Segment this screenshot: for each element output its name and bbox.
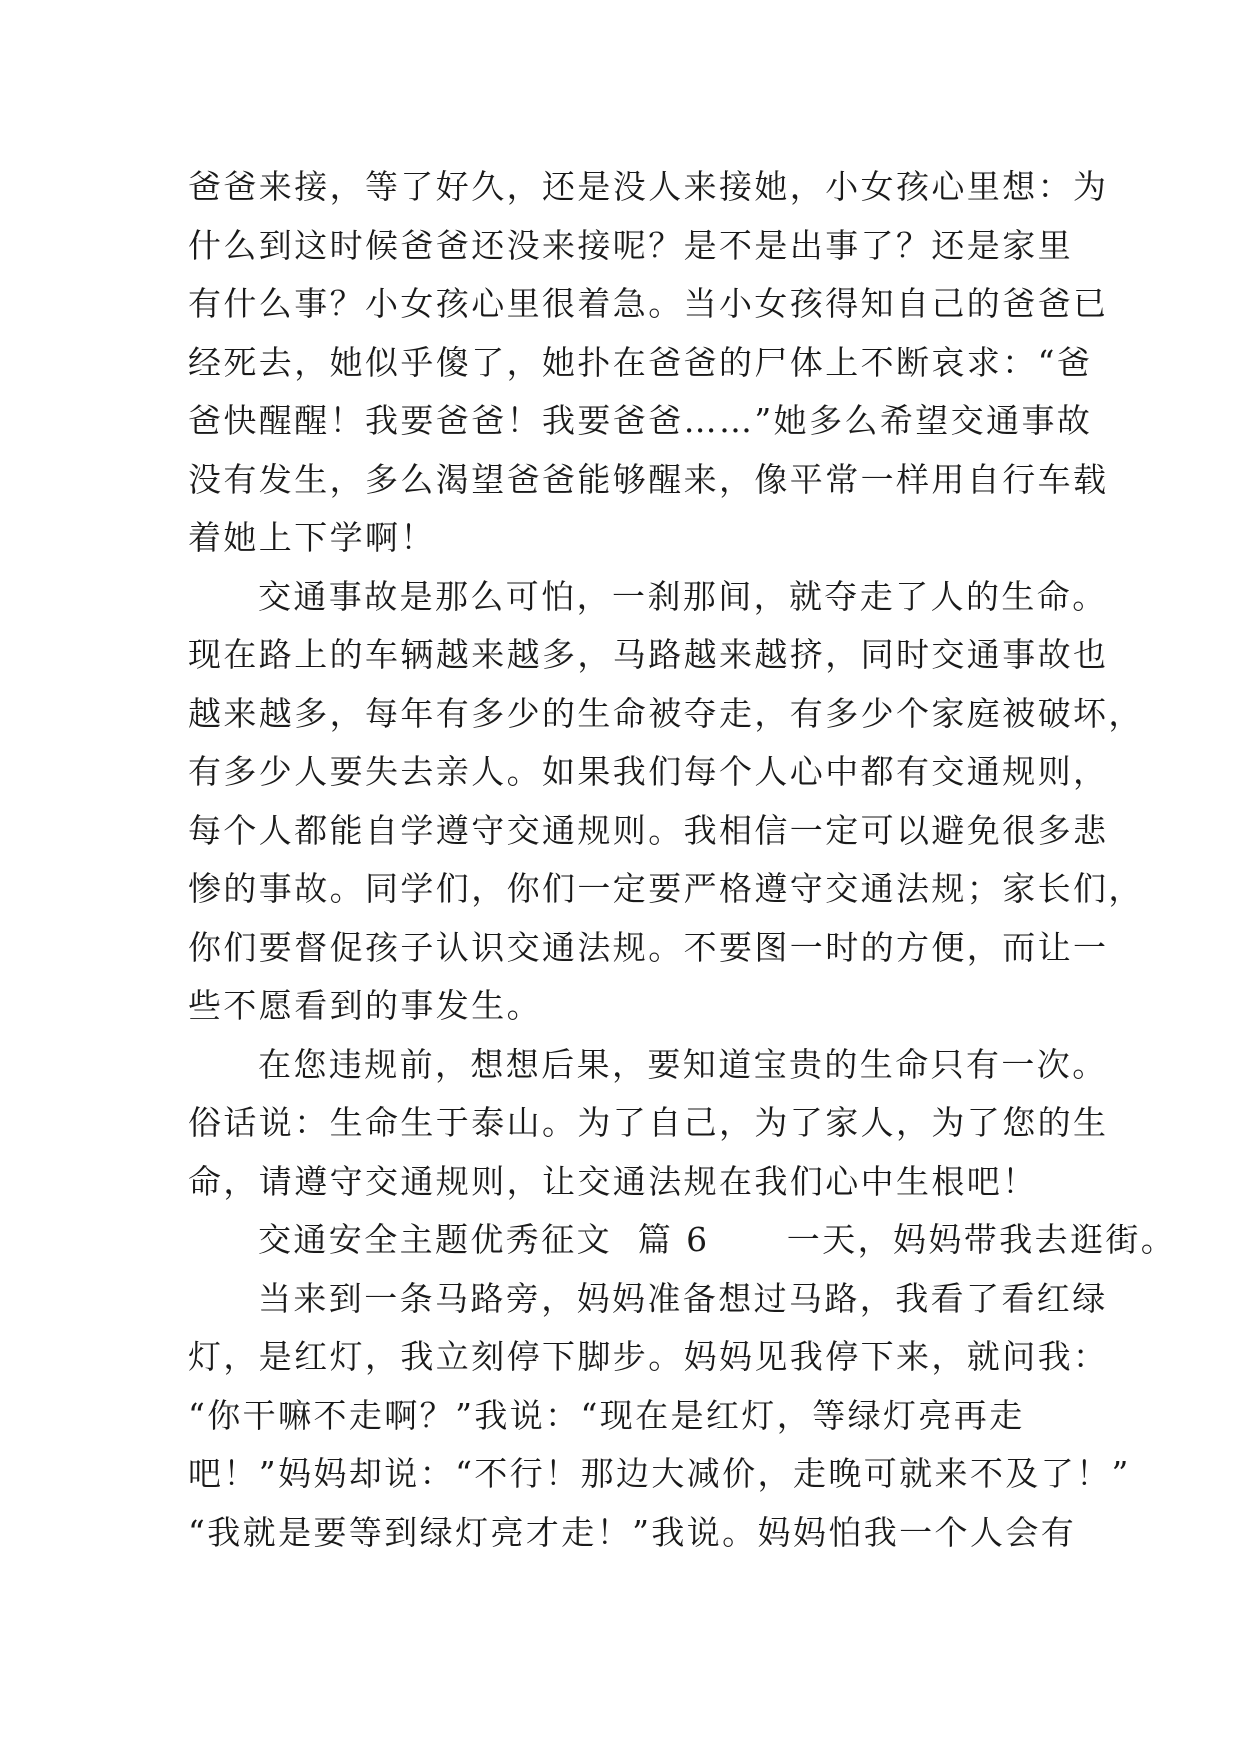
text-line: 没有发生，多么渴望爸爸能够醒来，像平常一样用自行车载 (188, 459, 1109, 499)
text-line: 每个人都能自学遵守交通规则。我相信一定可以避免很多悲 (188, 810, 1109, 850)
text-line: 些不愿看到的事发生。 (188, 986, 542, 1025)
text-line: 俗话说：生命生于泰山。为了自己，为了家人，为了您的生 (188, 1103, 1109, 1142)
text-line: 越来越多，每年有多少的生命被夺走，有多少个家庭被破坏， (188, 693, 1144, 733)
text-line: “你干嘛不走啊？”我说：“现在是红灯，等绿灯亮再走 (188, 1395, 1025, 1435)
body-text (188, 158, 1177, 1562)
text-line: 灯，是红灯，我立刻停下脚步。妈妈见我停下来，就问我： (188, 1337, 1109, 1376)
text-line: 什么到这时候爸爸还没来接呢？是不是出事了？还是家里 (188, 225, 1073, 265)
section-heading-line: 交通安全主题优秀征文 篇 6 一天，妈妈带我去逛街。 (258, 1220, 1177, 1259)
text-line: 有多少人要失去亲人。如果我们每个人心中都有交通规则， (188, 752, 1109, 791)
text-line: 你们要督促孩子认识交通法规。不要图一时的方便，而让一 (188, 927, 1109, 967)
paragraph-start-line: 交通事故是那么可怕，一刹那间，就夺走了人的生命。 (258, 576, 1108, 616)
text-line: 惨的事故。同学们，你们一定要严格遵守交通法规；家长们， (188, 869, 1144, 908)
text-line: 有什么事？小女孩心里很着急。当小女孩得知自己的爸爸已 (188, 284, 1109, 323)
paragraph-start-line: 当来到一条马路旁，妈妈准备想过马路，我看了看红绿 (258, 1278, 1108, 1318)
paragraph-start-line: 在您违规前，想想后果，要知道宝贵的生命只有一次。 (258, 1044, 1108, 1084)
text-line: 爸爸来接，等了好久，还是没人来接她，小女孩心里想：为 (188, 167, 1109, 206)
text-line: 现在路上的车辆越来越多，马路越来越挤，同时交通事故也 (188, 635, 1109, 674)
text-line: “我就是要等到绿灯亮才走！”我说。妈妈怕我一个人会有 (188, 1512, 1077, 1552)
text-line: 着她上下学啊！ (188, 518, 436, 557)
text-line: 经死去，她似乎傻了，她扑在爸爸的尸体上不断哀求：“爸 (188, 342, 1093, 382)
text-line: 吧！”妈妈却说：“不行！那边大减价，走晚可就来不及了！” (188, 1454, 1131, 1493)
text-line: 命，请遵守交通规则，让交通法规在我们心中生根吧！ (188, 1161, 1038, 1201)
text-line: 爸快醒醒！我要爸爸！我要爸爸……”她多么希望交通事故 (188, 401, 1093, 440)
